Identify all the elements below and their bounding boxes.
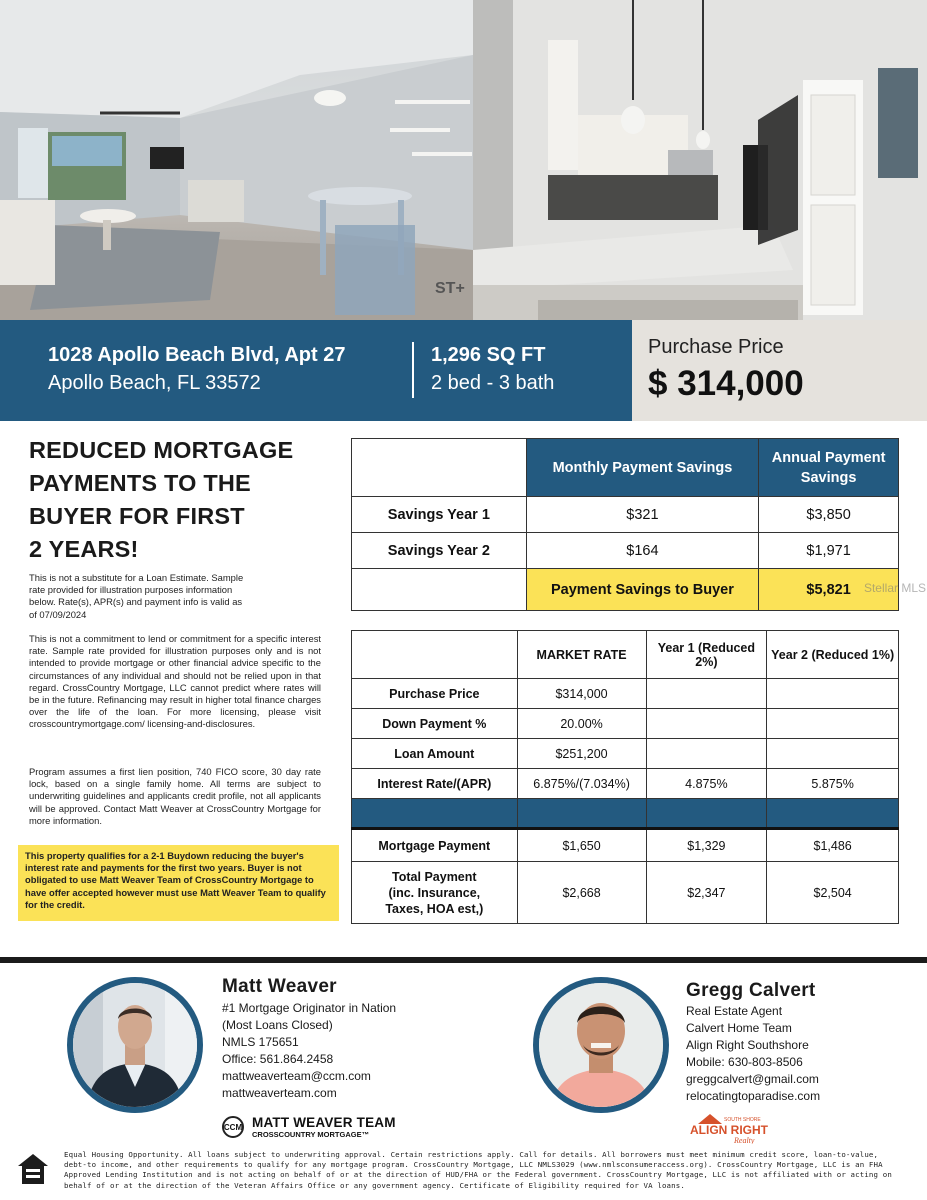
align-right-logo-main: ALIGN RIGHT: [690, 1123, 768, 1137]
year2-value: $1,486: [767, 829, 899, 862]
total-payment-row: [352, 862, 899, 924]
total-label-line: Total Payment: [392, 869, 477, 884]
table-row: [352, 709, 899, 739]
market-value: 20.00%: [517, 709, 646, 739]
mls-watermark: Stellar MLS: [863, 581, 926, 595]
agent-brokerage: Align Right Southshore: [686, 1038, 809, 1052]
savings-total-value: [759, 569, 926, 611]
lender-avatar: [67, 977, 203, 1113]
lender-nmls: NMLS 175651: [222, 1035, 299, 1049]
year1-value: 4.875%: [646, 769, 767, 799]
agent-title: Real Estate Agent: [686, 1004, 783, 1018]
listing-info-band: [0, 320, 927, 421]
year2-value: 5.875%: [767, 769, 899, 799]
buydown-callout: This property qualifies for a 2-1 Buydown reducing the buyer's interest rate and payments for the first two years. Buyer is not obligated to use Matt Weaver Team of CrossCountry Mortgage to have offer accepted however must use Matt Weaver Team to qualify for the credit.: [18, 845, 339, 921]
annual-savings-header: Annual Payment Savings: [759, 439, 899, 497]
commitment-disclaimer: This is not a commitment to lend or commitment for a specific interest rate. Sample rate provided for illustration purposes only and is not intended to provide mortgage or other financial advice specific to the circumstances of any individual and should not be relied upon in that regard. CrossCountry Mortgage, LLC cannot predict where rates will be in the future. Refinancing may result in higher total finance charges over the life of the loan. For more licensing, please visit crosscountrymortgage.com/ licensing-and-disclosures.: [29, 633, 321, 730]
kitchen-illustration: [473, 0, 927, 322]
lender-title: #1 Mortgage Originator in Nation: [222, 1001, 397, 1015]
agent-team: Calvert Home Team: [686, 1021, 792, 1035]
lender-subtitle: (Most Loans Closed): [222, 1018, 333, 1032]
lender-phone[interactable]: Office: 561.864.2458: [222, 1052, 334, 1066]
separator-cell: [517, 799, 646, 829]
year1-value: $1,329: [646, 829, 767, 862]
footer-divider: [0, 957, 927, 963]
agent-portrait: [539, 983, 663, 1107]
lender-name: Matt Weaver: [222, 976, 337, 997]
team-logo-title: MATT WEAVER TEAM: [252, 1115, 396, 1130]
empty-cell: [352, 569, 527, 611]
market-value: $251,200: [517, 739, 646, 769]
purchase-price-label: Purchase Price: [648, 336, 784, 358]
headline: [29, 434, 339, 566]
row-label: Purchase Price: [352, 679, 518, 709]
square-footage: 1,296 SQ FT: [431, 344, 546, 366]
kitchen-photo: [473, 0, 927, 322]
annual-value: $3,850: [759, 497, 899, 533]
band-divider: [412, 342, 414, 398]
table-row: [352, 533, 899, 569]
table-row: [352, 739, 899, 769]
separator-cell: [646, 799, 767, 829]
year1-value: [646, 739, 767, 769]
lender-email[interactable]: mattweaverteam@ccm.com: [222, 1069, 371, 1083]
headline-line: PAYMENTS TO THE: [29, 470, 251, 496]
headline-line: 2 YEARS!: [29, 536, 139, 562]
row-label: Interest Rate/(APR): [352, 769, 518, 799]
year2-value: [767, 709, 899, 739]
monthly-value: $164: [526, 533, 759, 569]
year2-value: $2,504: [767, 862, 899, 924]
ccm-logo-icon: CCM: [222, 1116, 244, 1138]
year2-header: Year 2 (Reduced 1%): [767, 631, 899, 679]
year2-value: [767, 739, 899, 769]
loan-estimate-disclaimer: This is not a substitute for a Loan Estimate. Sample rate provided for illustration purposes information below. Rate(s), APR(s) and payment info is valid as of 07/09/2024: [29, 572, 244, 620]
team-logo-subtitle: CROSSCOUNTRY MORTGAGE™: [252, 1130, 370, 1139]
matt-weaver-team-logo: [222, 1115, 396, 1139]
empty-header-cell: [352, 439, 527, 497]
beds-baths: 2 bed - 3 bath: [431, 372, 555, 394]
align-right-logo: [688, 1112, 768, 1144]
savings-total-amount: $5,821: [806, 581, 851, 598]
footer-disclaimer: Equal Housing Opportunity. All loans subject to underwriting approval. Certain restrictions apply. Call for details. All borrowers must meet minimum credit score, loan-to-value, debt-to income, and other requirements to qualify for any mortgage program. CrossCountry Mortgage, LLC NMLS3029 (www.nmlsconsumeraccess.org). CrossCountry Mortgage, LLC is an FHA Approved Lending Institution and is not acting on behalf of or at the direction of HUD/FHA or the Federal government. CrossCountry Mortgage, LLC is not affiliated with or acting on behalf of or at the direction of the Veteran Affairs Office or any government agency. Certificate of Eligibility required for VA loans.: [64, 1150, 892, 1190]
agent-email[interactable]: greggcalvert@gmail.com: [686, 1072, 819, 1086]
equal-housing-icon: [16, 1152, 50, 1186]
row-label: [352, 862, 518, 924]
address-line-1: 1028 Apollo Beach Blvd, Apt 27: [48, 344, 346, 366]
headline-line: REDUCED MORTGAGE: [29, 437, 294, 463]
agent-name: Gregg Calvert: [686, 980, 816, 1001]
separator-cell: [767, 799, 899, 829]
photo-watermark: ST+: [435, 280, 465, 297]
savings-total-label: Payment Savings to Buyer: [526, 569, 759, 611]
annual-value: $1,971: [759, 533, 899, 569]
address-panel: [0, 320, 632, 421]
address-line-2: Apollo Beach, FL 33572: [48, 372, 261, 394]
mortgage-payment-row: [352, 829, 899, 862]
row-label: Loan Amount: [352, 739, 518, 769]
agent-avatar: [533, 977, 669, 1113]
lender-website[interactable]: mattweaverteam.com: [222, 1086, 337, 1100]
living-room-photo: [0, 0, 473, 322]
market-value: 6.875%/(7.034%): [517, 769, 646, 799]
row-label: Savings Year 1: [352, 497, 527, 533]
align-right-logo-script: Realty: [734, 1136, 755, 1144]
monthly-value: $321: [526, 497, 759, 533]
savings-total-row: [352, 569, 899, 611]
market-value: $2,668: [517, 862, 646, 924]
year1-header: Year 1 (Reduced 2%): [646, 631, 767, 679]
market-value: $1,650: [517, 829, 646, 862]
purchase-price-value: $ 314,000: [648, 364, 804, 403]
savings-header-row: [352, 439, 899, 497]
headline-line: BUYER FOR FIRST: [29, 503, 245, 529]
savings-table: [351, 438, 926, 611]
living-room-illustration: [0, 0, 473, 322]
lender-portrait: [73, 983, 197, 1107]
align-right-logo-small: SOUTH SHORE: [724, 1117, 761, 1123]
monthly-savings-header: Monthly Payment Savings: [526, 439, 759, 497]
year1-value: $2,347: [646, 862, 767, 924]
year1-value: [646, 709, 767, 739]
row-label: Down Payment %: [352, 709, 518, 739]
table-row: [352, 769, 899, 799]
agent-mobile[interactable]: Mobile: 630-803-8506: [686, 1055, 803, 1069]
table-row: [352, 497, 899, 533]
rate-header-row: [352, 631, 899, 679]
program-assumptions: Program assumes a first lien position, 740 FICO score, 30 day rate lock, based on a single family home. All terms are subject to underwriting guidelines and applicants credit profile, not all applicants will be approved. Contact Matt Weaver at CrossCountry Mortgage for more information.: [29, 766, 321, 826]
agent-website[interactable]: relocatingtoparadise.com: [686, 1089, 821, 1103]
year2-value: [767, 679, 899, 709]
separator-cell: [352, 799, 518, 829]
blue-separator-row: [352, 799, 899, 829]
market-rate-header: MARKET RATE: [517, 631, 646, 679]
year1-value: [646, 679, 767, 709]
empty-header-cell: [352, 631, 518, 679]
price-panel: [632, 320, 927, 421]
rate-comparison-table: [351, 630, 899, 924]
market-value: $314,000: [517, 679, 646, 709]
listing-photos: [0, 0, 927, 322]
table-row: [352, 679, 899, 709]
row-label: Mortgage Payment: [352, 829, 518, 862]
total-label-line: (inc. Insurance,: [388, 885, 481, 900]
row-label: Savings Year 2: [352, 533, 527, 569]
total-label-line: Taxes, HOA est,): [385, 901, 484, 916]
